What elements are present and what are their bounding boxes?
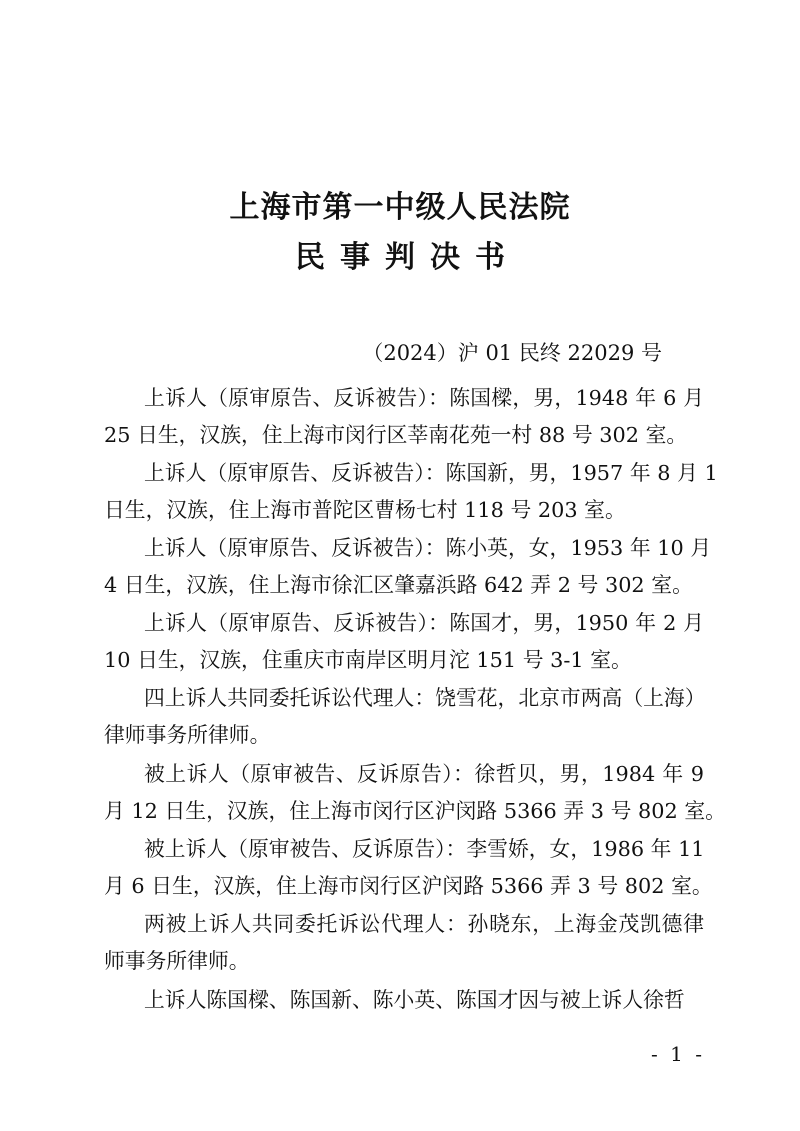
paragraph-line: 日生，汉族，住上海市普陀区曹杨七村 118 号 203 室。	[104, 498, 626, 522]
paragraph-appellant-3	[104, 530, 712, 604]
paragraph-line: 两被上诉人共同委托诉讼代理人：孙晓东，上海金茂凯德律	[144, 912, 704, 936]
case-number: （2024）沪 01 民终 22029 号	[362, 341, 662, 365]
paragraph-line: 25 日生，汉族，住上海市闵行区莘南花苑一村 88 号 302 室。	[104, 423, 688, 447]
document-title: 民事判决书	[295, 240, 520, 275]
paragraph-line: 10 日生，汉族，住重庆市南岸区明月沱 151 号 3-1 室。	[104, 648, 632, 672]
paragraph-line: 上诉人（原审原告、反诉被告）：陈国才，男，1950 年 2 月	[144, 611, 704, 635]
paragraph-appellant-agent	[104, 680, 704, 754]
paragraph-line: 月 12 日生，汉族，住上海市闵行区沪闵路 5366 弄 3 号 802 室。	[104, 799, 726, 823]
paragraph-case-summary	[104, 982, 704, 1019]
paragraph-appellant-2	[104, 455, 718, 529]
paragraph-line: 被上诉人（原审被告、反诉原告）：徐哲贝，男，1984 年 9	[144, 762, 704, 786]
paragraph-line: 师事务所律师。	[104, 949, 250, 973]
paragraph-line: 上诉人陈国樑、陈国新、陈小英、陈国才因与被上诉人徐哲	[144, 988, 685, 1012]
paragraph-appellee-agent	[104, 906, 704, 980]
page-number: - 1 -	[651, 1042, 705, 1066]
paragraph-line: 上诉人（原审原告、反诉被告）：陈小英，女，1953 年 10 月	[144, 536, 712, 560]
paragraph-line: 被上诉人（原审被告、反诉原告）：李雪娇，女，1986 年 11	[144, 837, 705, 861]
paragraph-line: 4 日生，汉族，住上海市徐汇区肇嘉浜路 642 弄 2 号 302 室。	[104, 573, 693, 597]
paragraph-line: 月 6 日生，汉族，住上海市闵行区沪闵路 5366 弄 3 号 802 室。	[104, 874, 713, 898]
paragraph-line: 上诉人（原审原告、反诉被告）：陈国樑，男，1948 年 6 月	[144, 386, 704, 410]
paragraph-appellant-1	[104, 380, 704, 454]
paragraph-appellant-4	[104, 605, 704, 679]
court-title: 上海市第一中级人民法院	[229, 190, 571, 225]
paragraph-line: 上诉人（原审原告、反诉被告）：陈国新，男，1957 年 8 月 1	[144, 461, 718, 485]
paragraph-appellee-2	[104, 831, 713, 905]
paragraph-line: 律师事务所律师。	[104, 723, 271, 747]
paragraph-line: 四上诉人共同委托诉讼代理人：饶雪花，北京市两高（上海）	[144, 686, 706, 710]
paragraph-appellee-1	[104, 756, 726, 830]
